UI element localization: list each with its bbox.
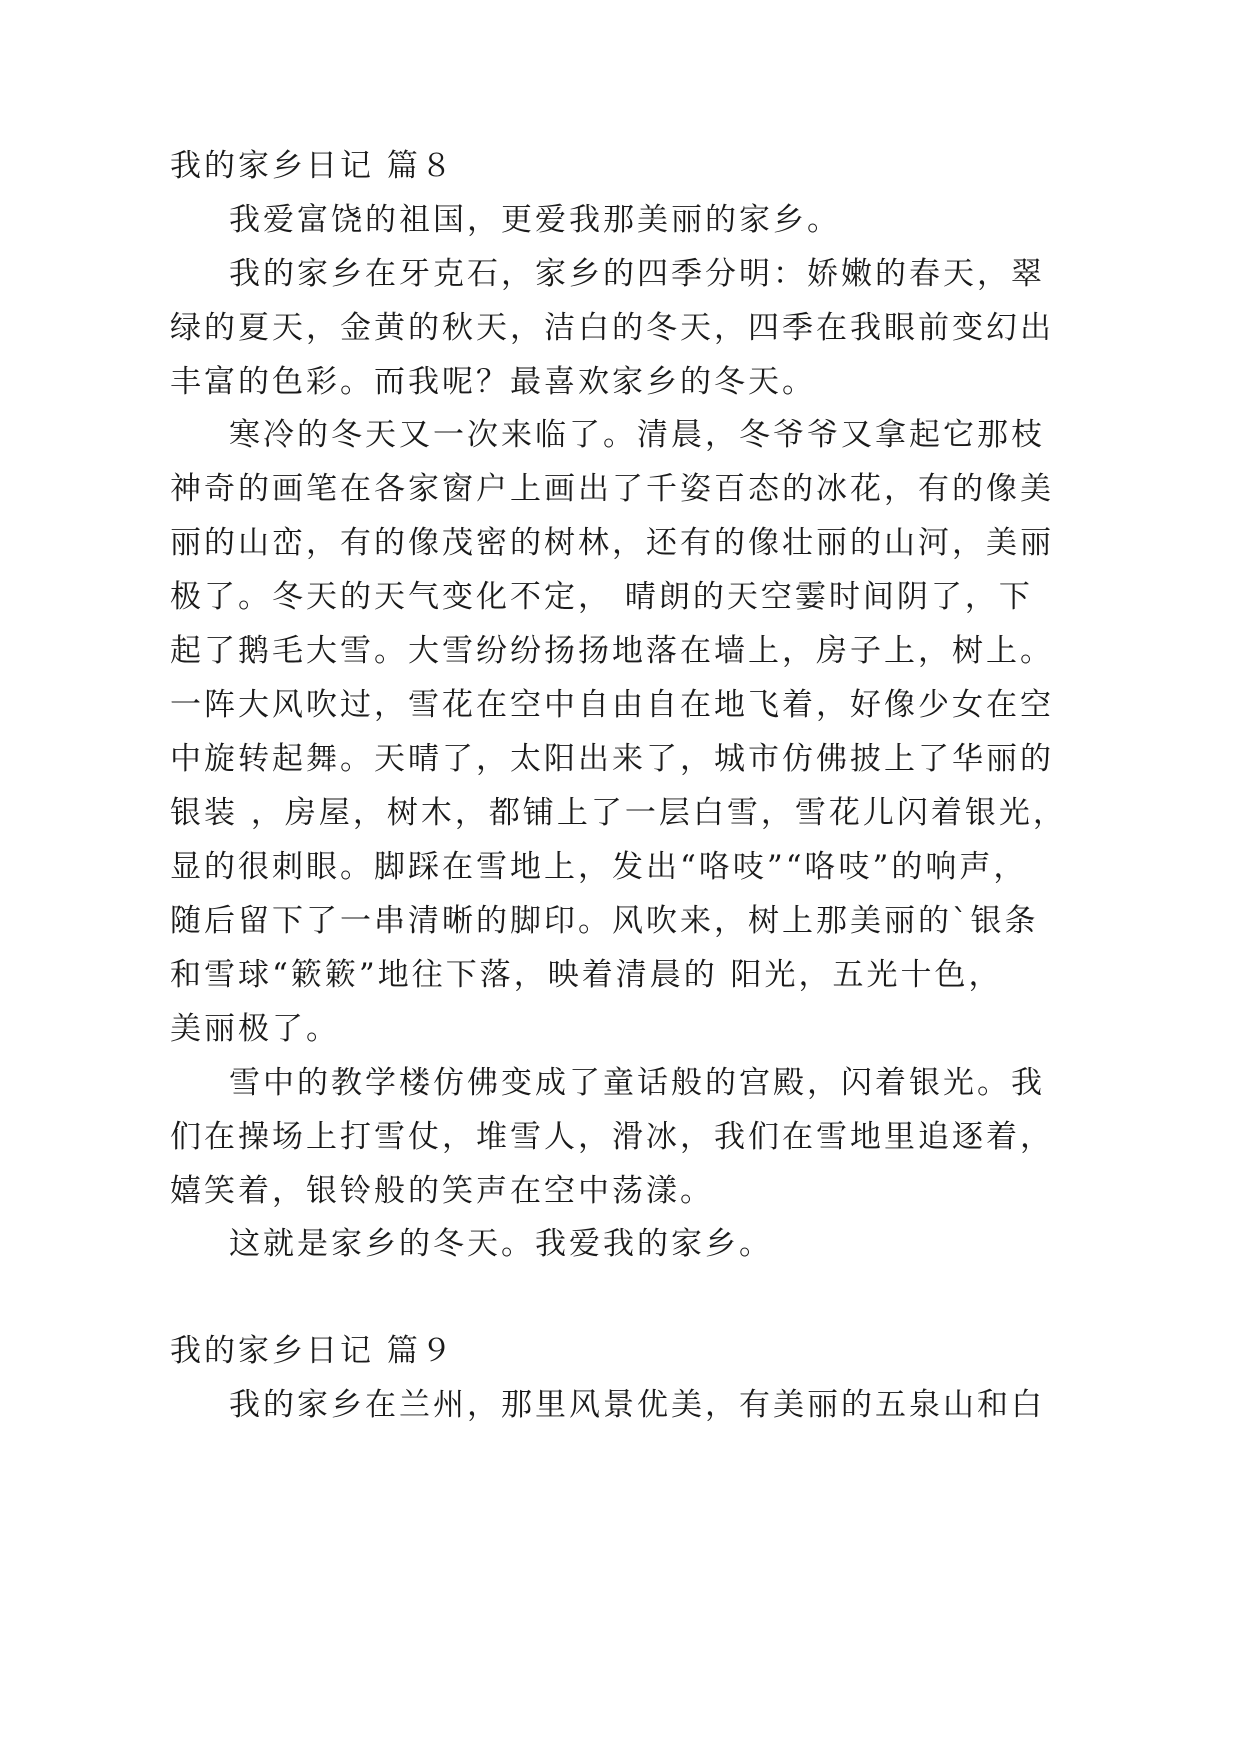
paragraph-line: 丽的山峦，有的像茂密的树林，还有的像壮丽的山河，美丽 [170, 525, 1054, 561]
paragraph-line: 银装 ，房屋，树木，都铺上了一层白雪，雪花儿闪着银光， [170, 795, 1067, 831]
paragraph-line: 显的很刺眼。脚踩在雪地上，发出“咯吱”“咯吱”的响声， [170, 849, 1028, 885]
paragraph-line: 起了鹅毛大雪。大雪纷纷扬扬地落在墙上，房子上，树上。 [170, 633, 1054, 669]
paragraph-line: 我的家乡在兰州，那里风景优美，有美丽的五泉山和白 [229, 1387, 1045, 1423]
paragraph-line: 绿的夏天，金黄的秋天，洁白的冬天，四季在我眼前变幻出 [170, 310, 1054, 346]
paragraph-line: 我的家乡在牙克石，家乡的四季分明：娇嫩的春天，翠 [229, 256, 1045, 292]
paragraph-line: 嬉笑着，银铃般的笑声在空中荡漾。 [170, 1173, 714, 1209]
paragraph-line: 这就是家乡的冬天。我爱我的家乡。 [229, 1226, 773, 1262]
paragraph-line: 神奇的画笔在各家窗户上画出了千姿百态的冰花，有的像美 [170, 471, 1054, 507]
paragraph-line: 中旋转起舞。天晴了，太阳出来了，城市仿佛披上了华丽的 [170, 741, 1054, 777]
paragraph-line: 雪中的教学楼仿佛变成了童话般的宫殿，闪着银光。我 [229, 1065, 1045, 1101]
paragraph-line: 极了。冬天的天气变化不定， 晴朗的天空霎时间阴了，下 [170, 579, 1033, 615]
paragraph-line: 丰富的色彩。而我呢？最喜欢家乡的冬天。 [170, 364, 816, 400]
paragraph-line: 们在操场上打雪仗，堆雪人，滑冰，我们在雪地里追逐着， [170, 1119, 1054, 1155]
paragraph-line: 和雪球“簌簌”地往下落，映着清晨的 阳光，五光十色， [170, 957, 1003, 993]
section-heading-9: 我的家乡日记 篇９ [170, 1333, 455, 1369]
section-heading-8: 我的家乡日记 篇８ [170, 148, 455, 184]
paragraph-line: 随后留下了一串清晰的脚印。风吹来，树上那美丽的`银条 [170, 903, 1039, 939]
paragraph-line: 我爱富饶的祖国，更爱我那美丽的家乡。 [229, 202, 841, 238]
paragraph-line: 美丽极了。 [170, 1011, 340, 1047]
paragraph-line: 寒冷的冬天又一次来临了。清晨，冬爷爷又拿起它那枝 [229, 417, 1045, 453]
paragraph-line: 一阵大风吹过，雪花在空中自由自在地飞着，好像少女在空 [170, 687, 1054, 723]
